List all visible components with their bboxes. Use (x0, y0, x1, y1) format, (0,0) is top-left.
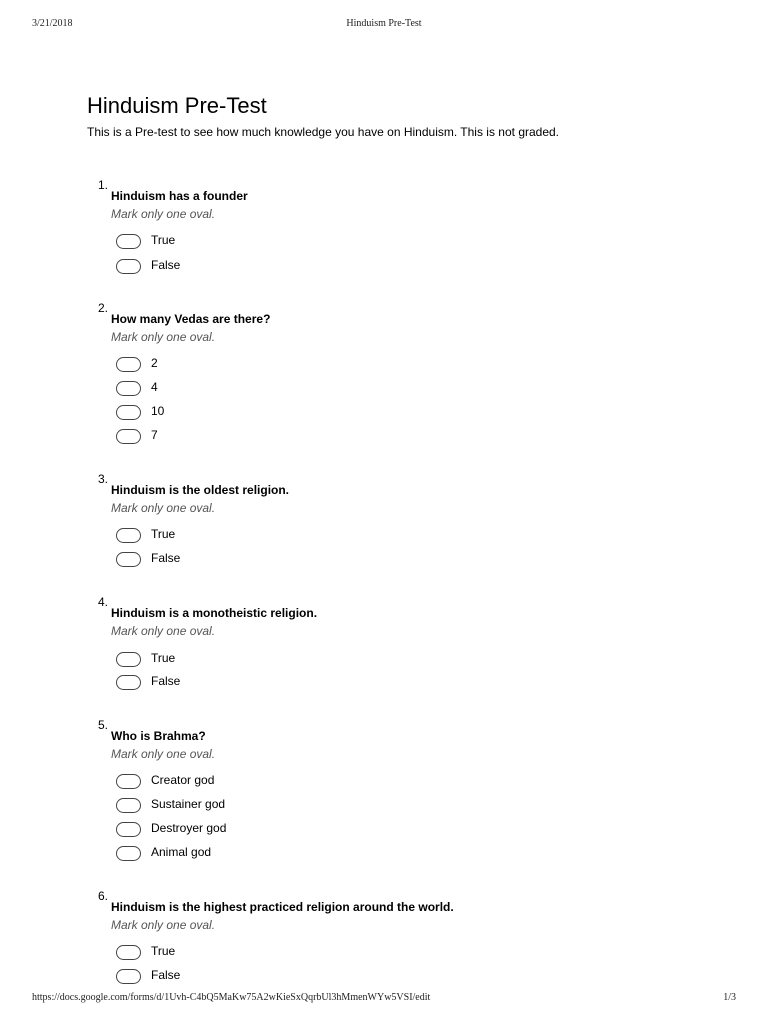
option-label: Sustainer god (151, 797, 226, 811)
question-number: 2. (98, 301, 109, 315)
question-hint: Mark only one oval. (111, 501, 216, 515)
form-title: Hinduism Pre-Test (87, 93, 267, 118)
print-footer (0, 992, 768, 1006)
radio-oval[interactable] (116, 675, 141, 690)
radio-oval[interactable] (116, 846, 141, 861)
form-description: This is a Pre-test to see how much knowledge you have on Hinduism. This is not graded. (87, 125, 560, 139)
radio-oval[interactable] (116, 429, 141, 444)
option-label: True (151, 651, 176, 665)
radio-oval[interactable] (116, 945, 141, 960)
radio-oval[interactable] (116, 528, 141, 543)
print-url: https://docs.google.com/forms/d/1Uvh-C4bQ5MaKw75A2wKieSxQqrbUl3hMmenWYw5VSI/edit (32, 992, 431, 1003)
option-label: 2 (151, 356, 158, 370)
question-text: Hinduism is a monotheistic religion. (111, 606, 318, 620)
question-text: Who is Brahma? (111, 729, 206, 743)
question-text: Hinduism is the oldest religion. (111, 483, 290, 497)
question-text: Hinduism is the highest practiced religion around the world. (111, 900, 454, 914)
print-date: 3/21/2018 (32, 18, 73, 29)
option-label: 10 (151, 404, 165, 418)
radio-oval[interactable] (116, 969, 141, 984)
radio-oval[interactable] (116, 822, 141, 837)
question-number: 4. (98, 595, 109, 609)
print-title: Hinduism Pre-Test (346, 18, 422, 29)
option-label: 7 (151, 428, 158, 442)
option-label: False (151, 258, 181, 272)
option-label: True (151, 233, 176, 247)
question-number: 5. (98, 718, 109, 732)
question-number: 1. (98, 178, 109, 192)
option-label: True (151, 527, 176, 541)
option-label: 4 (151, 380, 158, 394)
radio-oval[interactable] (116, 259, 141, 274)
radio-oval[interactable] (116, 552, 141, 567)
question-hint: Mark only one oval. (111, 747, 216, 761)
question-hint: Mark only one oval. (111, 207, 216, 221)
page-number: 1/3 (723, 992, 736, 1003)
question-number: 6. (98, 889, 109, 903)
radio-oval[interactable] (116, 357, 141, 372)
radio-oval[interactable] (116, 234, 141, 249)
question-hint: Mark only one oval. (111, 624, 216, 638)
radio-oval[interactable] (116, 652, 141, 667)
question-hint: Mark only one oval. (111, 330, 216, 344)
question-number: 3. (98, 472, 109, 486)
option-label: False (151, 674, 181, 688)
radio-oval[interactable] (116, 774, 141, 789)
radio-oval[interactable] (116, 798, 141, 813)
option-label: Creator god (151, 773, 215, 787)
option-label: Animal god (151, 845, 212, 859)
print-header (0, 18, 768, 32)
option-label: True (151, 944, 176, 958)
option-label: Destroyer god (151, 821, 227, 835)
radio-oval[interactable] (116, 381, 141, 396)
radio-oval[interactable] (116, 405, 141, 420)
option-label: False (151, 968, 181, 982)
option-label: False (151, 551, 181, 565)
question-hint: Mark only one oval. (111, 918, 216, 932)
question-text: How many Vedas are there? (111, 312, 271, 326)
question-text: Hinduism has a founder (111, 189, 248, 203)
